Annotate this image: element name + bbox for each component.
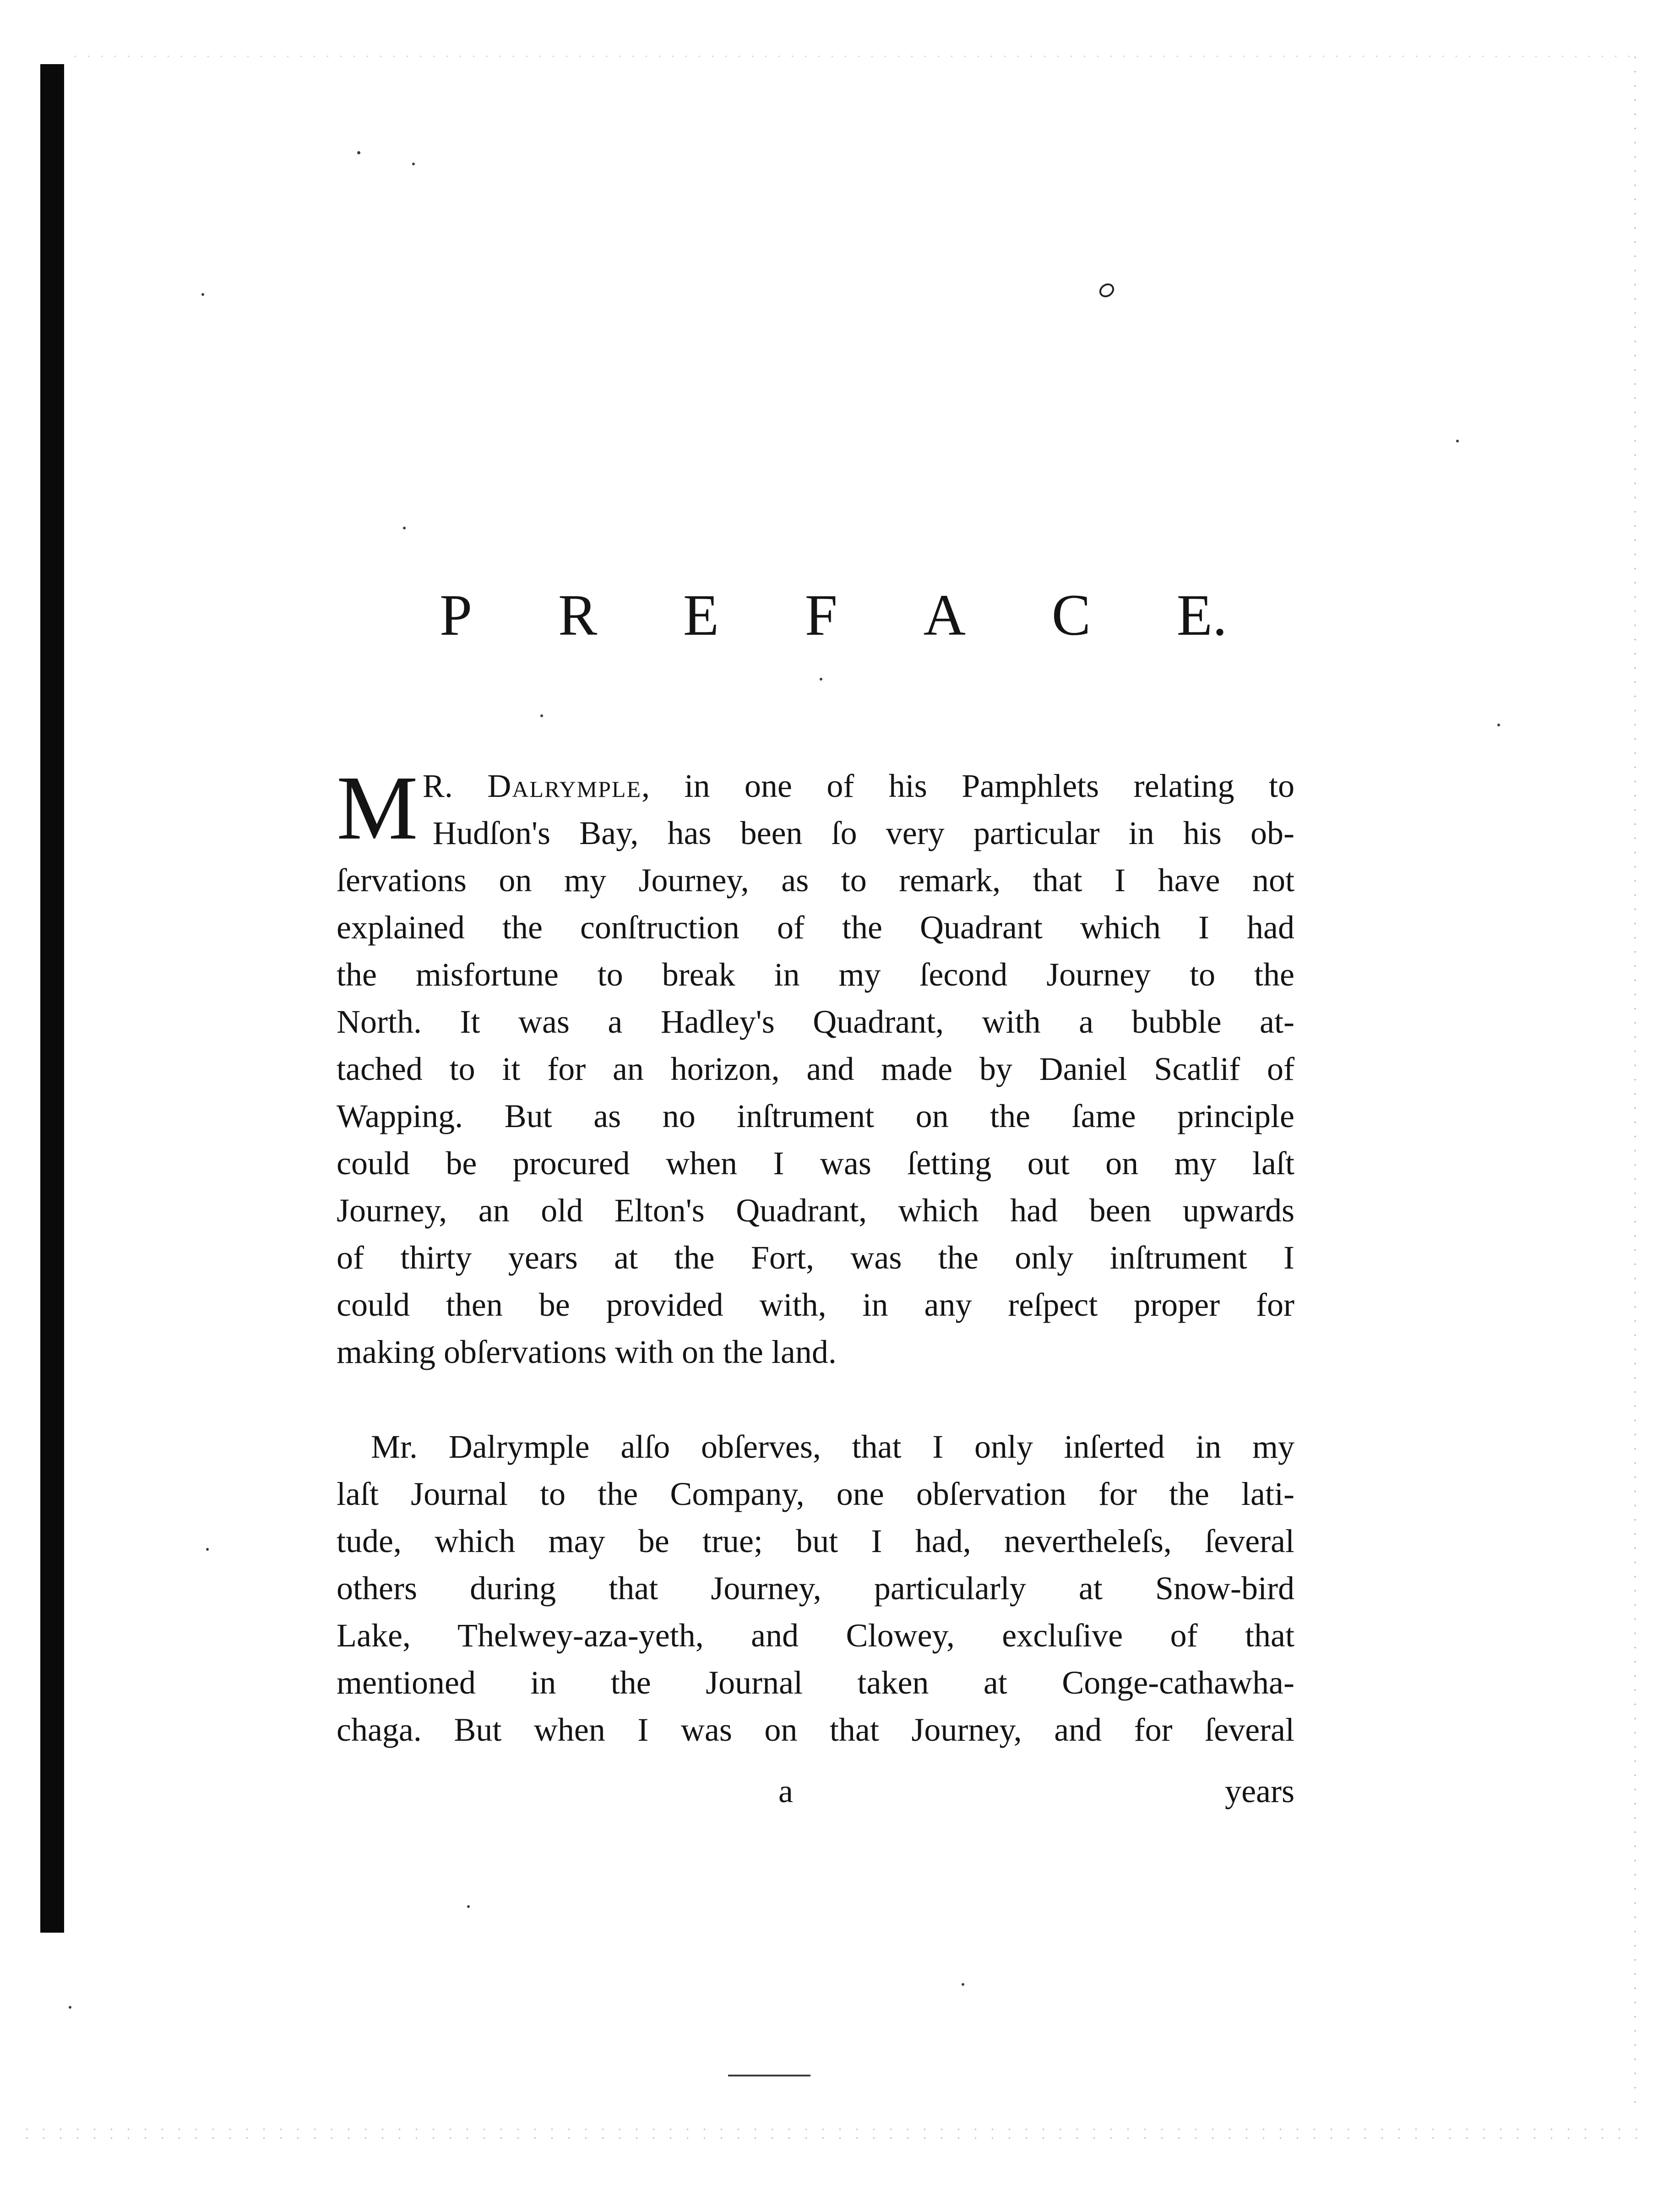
text-line: others during that Journey, particularly at Snow-bird — [337, 1570, 1294, 1607]
scan-noise — [18, 2125, 1648, 2143]
title-letter: E — [683, 583, 719, 648]
drop-cap: M — [337, 757, 418, 859]
text-line: Wapping. But as no inſtrument on the ſame principle — [337, 1098, 1294, 1134]
page-edge-top — [69, 55, 1635, 58]
text-line: of thirty years at the Fort, was the only inſtrument I — [337, 1239, 1294, 1276]
speck — [69, 2006, 71, 2009]
speck — [820, 678, 822, 681]
page-title — [440, 582, 1227, 649]
text-line: could then be provided with, in any reſpect proper for — [337, 1286, 1294, 1323]
page-edge-right — [1634, 50, 1637, 2111]
text-line: explained the conſtruction of the Quadrant which I had — [337, 909, 1294, 946]
speck — [357, 151, 360, 154]
text-line: the misfortune to break in my ſecond Journey to the — [337, 956, 1294, 993]
speck — [206, 1548, 209, 1551]
catchword: years — [1225, 1773, 1294, 1809]
speck — [201, 293, 204, 296]
text-line: Journey, an old Elton's Quadrant, which had been upwards — [337, 1192, 1294, 1229]
text-line: ſervations on my Journey, as to remark, that I have not — [337, 862, 1294, 899]
ink-mark — [1097, 281, 1117, 300]
title-letter: A — [923, 583, 966, 648]
text-line: tude, which may be true; but I had, nevertheleſs, ſeveral — [337, 1523, 1294, 1559]
signature-mark: a — [778, 1773, 793, 1809]
title-letter: E. — [1176, 583, 1227, 648]
text-line: laſt Journal to the Company, one obſervation for the lati- — [337, 1476, 1294, 1512]
text-line: North. It was a Hadley's Quadrant, with a bubble at- — [337, 1003, 1294, 1040]
text-line: chaga. But when I was on that Journey, and for ſeveral — [337, 1711, 1294, 1748]
ink-stroke — [728, 2075, 810, 2076]
text-line: making obſervations with on the land. — [337, 1334, 837, 1370]
author-name: Dalrymple — [487, 768, 642, 804]
speck — [1456, 440, 1459, 442]
speck — [403, 527, 406, 529]
title-letter: F — [805, 583, 837, 648]
title-letter: R — [558, 583, 598, 648]
text-line: Lake, Thelwey-aza-yeth, and Clowey, excluſive of that — [337, 1617, 1294, 1654]
text-line — [337, 763, 1294, 810]
title-letter: C — [1051, 583, 1091, 648]
text-line: Mr. Dalrymple alſo obſerves, that I only inſerted in my — [371, 1428, 1294, 1465]
speck — [540, 714, 543, 717]
speck — [1497, 724, 1500, 726]
title-letter: P — [440, 583, 473, 648]
footer-line — [337, 1772, 1294, 1818]
paragraph-2 — [337, 1423, 1294, 1754]
speck — [467, 1905, 470, 1908]
text-line: tached to it for an horizon, and made by Daniel Scatlif of — [337, 1051, 1294, 1087]
text-fragment: , in one of his Pamphlets relating to — [642, 768, 1294, 804]
text-fragment: R. — [422, 768, 488, 804]
paragraph-1 — [337, 757, 1294, 1376]
text-line: Hudſon's Bay, has been ſo very particular in his ob- — [433, 815, 1294, 851]
text-line: could be procured when I was ſetting out on my laſt — [337, 1145, 1294, 1182]
text-line: mentioned in the Journal taken at Conge-cathawha- — [337, 1664, 1294, 1701]
speck — [962, 1983, 964, 1986]
speck — [412, 163, 415, 165]
binding-shadow — [40, 64, 64, 1933]
